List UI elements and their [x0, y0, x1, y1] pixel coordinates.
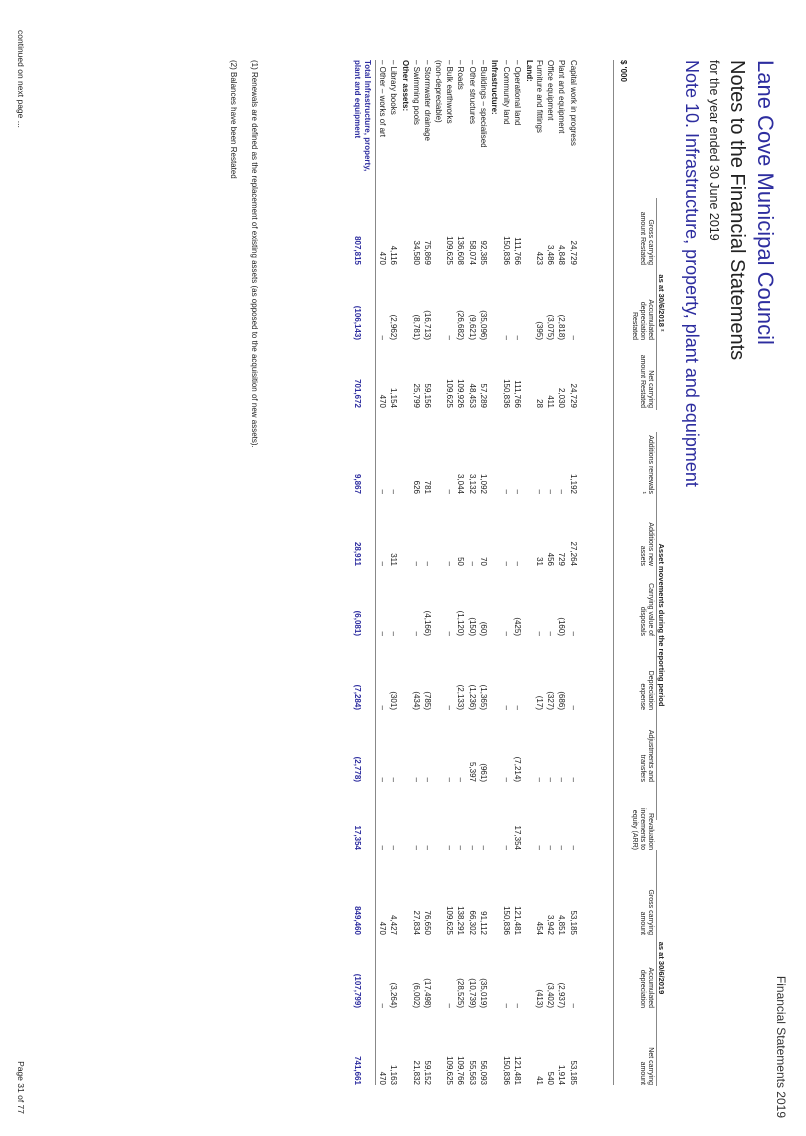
cell: (961)	[479, 763, 488, 782]
cell: 34,580	[412, 240, 421, 265]
cell: 4,851	[557, 914, 566, 935]
cell: –	[569, 705, 578, 710]
column-header: Gross carrying amount Restated	[639, 211, 654, 265]
cell: –	[502, 561, 511, 566]
table-row	[454, 60, 465, 1085]
cell: (686)	[557, 691, 566, 710]
cell: 626	[412, 480, 421, 494]
cell: (301)	[389, 691, 398, 710]
group-header-movements: Asset movements during the reporting period	[657, 543, 666, 707]
cell: 1,192	[569, 473, 578, 494]
column-header: Additions new assets	[639, 522, 654, 566]
cell: –	[535, 489, 544, 494]
cell: –	[412, 845, 421, 850]
cell: 66,302	[468, 910, 477, 935]
cell: 57,289	[479, 383, 488, 408]
column-header: Accumulated depreciation	[639, 967, 654, 1008]
cell: –	[445, 777, 454, 782]
total-cell: 849,460	[353, 906, 362, 935]
cell: 456	[546, 552, 555, 566]
cell: (7,214)	[513, 756, 522, 782]
cell: 1,154	[389, 387, 398, 408]
cell: –	[378, 561, 387, 566]
note-heading: Note 10. Infrastructure, property, plant and equipment	[682, 60, 702, 487]
cell: (16,713)	[423, 310, 432, 340]
cell: 59,152	[423, 1060, 432, 1085]
cell: –	[546, 489, 555, 494]
cell: –	[513, 335, 522, 340]
cell: –	[378, 489, 387, 494]
row-label: Plant and equipment	[557, 60, 566, 134]
cell: (28,525)	[456, 978, 465, 1008]
table-row	[421, 60, 432, 1085]
cell: –	[546, 631, 555, 636]
cell: –	[445, 335, 454, 340]
column-header: Gross carrying amount	[639, 889, 654, 935]
cell: (4,166)	[423, 610, 432, 636]
cell: 138,291	[456, 906, 465, 935]
cell: 1,163	[389, 1064, 398, 1085]
cell: (2,962)	[389, 314, 398, 340]
cell: 75,869	[423, 240, 432, 265]
cell: –	[502, 631, 511, 636]
column-header: Net carrying amount Restated	[639, 354, 654, 408]
table-row	[511, 60, 522, 1085]
cell: (35,019)	[479, 978, 488, 1008]
cell: 109,625	[445, 1056, 454, 1085]
cell: –	[569, 777, 578, 782]
cell: –	[378, 1003, 387, 1008]
cell: 4,848	[557, 244, 566, 265]
total-cell: 807,815	[353, 236, 362, 265]
column-header: Net carrying amount	[639, 1047, 654, 1085]
cell: –	[557, 845, 566, 850]
table-row	[477, 60, 488, 1085]
total-cell: (106,143)	[353, 305, 362, 340]
table-row	[376, 60, 387, 1085]
cell: 3,132	[468, 473, 477, 494]
cell: (60)	[479, 621, 488, 636]
cell: –	[502, 845, 511, 850]
cell: –	[378, 777, 387, 782]
cell: –	[513, 561, 522, 566]
cell: 111,766	[513, 380, 522, 408]
cell: 411	[546, 395, 555, 408]
total-label: Total Infrastructure, property,	[363, 60, 372, 172]
table-row	[410, 60, 421, 1085]
table-row	[387, 60, 398, 1085]
cell: (1,236)	[468, 684, 477, 710]
group-header-opening: as at 30/6/2018 ²	[657, 274, 666, 332]
cell: –	[445, 561, 454, 566]
cell: –	[546, 777, 555, 782]
group-rule	[656, 850, 657, 1086]
column-header: Depreciation expense	[639, 670, 654, 710]
total-cell: 701,672	[353, 379, 362, 408]
header-rule	[613, 60, 614, 1085]
total-cell: 741,661	[353, 1056, 362, 1085]
cell: 150,836	[502, 379, 511, 408]
cell: (150)	[468, 617, 477, 636]
table-row	[533, 60, 544, 1085]
cell: 48,453	[468, 383, 477, 408]
total-cell: (2,778)	[353, 756, 362, 782]
cell: 2,030	[557, 387, 566, 408]
document-header: Financial Statements 2019	[774, 975, 788, 1118]
cell: 17,354	[513, 825, 522, 850]
table-row	[567, 60, 578, 1085]
notes-title: Notes to the Financial Statements	[726, 60, 748, 361]
cell: (1,120)	[456, 610, 465, 636]
cell: (3,264)	[389, 982, 398, 1008]
cell: 311	[389, 553, 398, 566]
cell: (26,682)	[456, 310, 465, 340]
total-cell: 17,354	[353, 825, 362, 850]
cell: (3,075)	[546, 314, 555, 340]
cell: (8,781)	[412, 314, 421, 340]
cell: 470	[378, 921, 387, 935]
row-label: – Community land	[502, 60, 511, 125]
row-label: Office equipment	[546, 60, 555, 121]
cell: –	[535, 777, 544, 782]
row-label: – Stormwater drainage	[423, 60, 432, 141]
cell: –	[456, 845, 465, 850]
cell: –	[468, 561, 477, 566]
cell: –	[378, 631, 387, 636]
cell: 109,926	[456, 379, 465, 408]
cell: 53,185	[569, 1060, 578, 1085]
cell: –	[378, 845, 387, 850]
cell: 59,156	[423, 383, 432, 408]
column-header: Accumulated depreciation Restated	[631, 299, 654, 340]
cell: 58,074	[468, 240, 477, 265]
units-label: $ '000	[619, 60, 628, 82]
total-rule	[375, 60, 376, 1085]
page-number: Page 31 of 77	[16, 1061, 26, 1114]
cell: 76,650	[423, 910, 432, 935]
cell: 111,766	[513, 237, 522, 265]
cell: (17,498)	[423, 978, 432, 1008]
cell: 150,836	[502, 236, 511, 265]
section-row	[523, 60, 534, 1085]
cell: –	[557, 777, 566, 782]
cell: –	[423, 845, 432, 850]
section-row	[399, 60, 410, 1085]
cell: –	[535, 845, 544, 850]
cell: –	[412, 561, 421, 566]
cell: –	[502, 705, 511, 710]
cell: 91,112	[479, 911, 488, 935]
total-cell: (107,799)	[353, 973, 362, 1008]
cell: –	[445, 489, 454, 494]
total-cell: 9,867	[353, 473, 362, 494]
row-label: – Bulk earthworks	[445, 60, 454, 124]
cell: 4,427	[389, 914, 398, 935]
cell: –	[423, 777, 432, 782]
cell: 21,832	[412, 1060, 421, 1085]
cell: 470	[378, 251, 387, 265]
cell: –	[412, 631, 421, 636]
cell: 24,729	[569, 240, 578, 265]
cell: –	[502, 489, 511, 494]
row-label: – Other – works of art	[378, 60, 387, 137]
cell: 470	[378, 1071, 387, 1085]
total-label: plant and equipment	[353, 60, 362, 139]
cell: (413)	[535, 989, 544, 1008]
cell: 781	[423, 480, 432, 494]
cell: 3,942	[546, 914, 555, 935]
cell: 150,836	[502, 1056, 511, 1085]
footnote-1: (1) Renewals are defined as the replacement of existing assets (as opposed to the acquisition of new assets).	[250, 60, 259, 448]
column-header: Revaluation increments to equity (ARR)	[631, 807, 654, 850]
cell: 53,185	[569, 910, 578, 935]
cell: –	[513, 489, 522, 494]
cell: (785)	[423, 691, 432, 710]
cell: 25,799	[412, 383, 421, 408]
cell: 109,625	[445, 379, 454, 408]
continued-note: continued on next page ...	[16, 30, 26, 128]
cell: (2,937)	[557, 982, 566, 1008]
cell: (395)	[535, 321, 544, 340]
table-row	[555, 60, 566, 1085]
cell: (434)	[412, 691, 421, 710]
cell: –	[445, 631, 454, 636]
row-label: Capital work in progress	[569, 60, 578, 146]
cell: –	[569, 1003, 578, 1008]
cell: 24,729	[569, 383, 578, 408]
cell: 470	[378, 394, 387, 408]
notes-subtitle: for the year ended 30 June 2019	[707, 60, 721, 241]
cell: –	[412, 777, 421, 782]
cell: (160)	[557, 617, 566, 636]
total-cell: (6,081)	[353, 610, 362, 636]
cell: –	[513, 705, 522, 710]
cell: –	[479, 845, 488, 850]
row-label: Infrastructure:	[490, 60, 499, 115]
row-label: – Roads	[456, 60, 465, 90]
cell: (6,002)	[412, 982, 421, 1008]
cell: 56,093	[479, 1060, 488, 1085]
cell: –	[502, 335, 511, 340]
cell: (1,365)	[479, 684, 488, 710]
cell: –	[445, 1003, 454, 1008]
cell: (2,133)	[456, 684, 465, 710]
group-rule	[656, 432, 657, 820]
cell: 4,116	[389, 245, 398, 265]
table-row	[500, 60, 511, 1085]
row-label: – Operational land	[513, 60, 522, 126]
cell: 109,625	[445, 236, 454, 265]
cell: 55,563	[468, 1060, 477, 1085]
cell: –	[389, 845, 398, 850]
cell: 729	[557, 552, 566, 566]
cell: –	[445, 705, 454, 710]
cell: 50	[456, 557, 465, 566]
total-cell: (7,284)	[353, 684, 362, 710]
council-name: Lane Cove Municipal Council	[753, 60, 778, 345]
cell: –	[569, 845, 578, 850]
table-row	[432, 60, 443, 1085]
cell: (9,621)	[468, 314, 477, 340]
cell: 540	[546, 1071, 555, 1085]
cell: 1,914	[557, 1064, 566, 1085]
cell: –	[535, 631, 544, 636]
cell: 70	[479, 557, 488, 566]
cell: 136,608	[456, 236, 465, 265]
group-header-closing: as at 30/6/2019	[657, 941, 666, 995]
row-label: – Swimming pools	[412, 60, 421, 125]
cell: 109,625	[445, 906, 454, 935]
cell: 109,766	[456, 1056, 465, 1085]
cell: –	[557, 489, 566, 494]
row-label: Land:	[525, 60, 534, 82]
row-label: – Library books	[389, 60, 398, 115]
cell: 121,481	[513, 1056, 522, 1085]
cell: 27,264	[569, 541, 578, 566]
section-row	[488, 60, 499, 1085]
row-label: (non-depreciable)	[434, 60, 443, 123]
cell: 150,836	[502, 906, 511, 935]
cell: –	[468, 845, 477, 850]
cell: 92,385	[479, 240, 488, 265]
table-row	[443, 60, 454, 1085]
cell: –	[569, 631, 578, 636]
cell: (425)	[513, 617, 522, 636]
cell: –	[502, 777, 511, 782]
total-row	[350, 60, 372, 1085]
cell: 3,044	[456, 473, 465, 494]
cell: (327)	[546, 691, 555, 710]
cell: –	[513, 1003, 522, 1008]
cell: –	[389, 777, 398, 782]
cell: 31	[535, 557, 544, 566]
cell: –	[569, 335, 578, 340]
cell: 423	[535, 251, 544, 265]
cell: –	[378, 335, 387, 340]
column-header: Carrying value of disposals	[639, 583, 654, 636]
cell: 454	[535, 921, 544, 935]
cell: (2,818)	[557, 314, 566, 340]
cell: 1,092	[479, 473, 488, 494]
cell: (10,739)	[468, 978, 477, 1008]
cell: –	[546, 845, 555, 850]
total-cell: 28,911	[353, 541, 362, 566]
column-header: Adjustments and transfers	[639, 729, 654, 782]
row-label: – Other structures	[468, 60, 477, 125]
table-row	[466, 60, 477, 1085]
group-rule	[656, 198, 657, 410]
cell: (35,096)	[479, 310, 488, 340]
cell: –	[378, 705, 387, 710]
cell: 5,397	[468, 761, 477, 782]
cell: –	[423, 561, 432, 566]
row-label: Furniture and fittings	[535, 60, 544, 133]
row-label: – Buildings – specialised	[479, 60, 488, 148]
cell: –	[456, 777, 465, 782]
cell: 27,834	[412, 910, 421, 935]
cell: 121,481	[513, 906, 522, 935]
cell: 3,486	[546, 244, 555, 265]
cell: 28	[535, 399, 544, 408]
cell: 41	[535, 1076, 544, 1085]
cell: –	[389, 489, 398, 494]
column-header: Additions renewals ¹	[639, 435, 654, 494]
cell: –	[389, 631, 398, 636]
row-label: Other assets:	[401, 60, 410, 112]
cell: –	[445, 845, 454, 850]
cell: (17)	[535, 695, 544, 710]
table-row	[544, 60, 555, 1085]
cell: –	[502, 1003, 511, 1008]
cell: (3,402)	[546, 982, 555, 1008]
footnote-2: (2) Balances have been Restated	[229, 60, 238, 179]
